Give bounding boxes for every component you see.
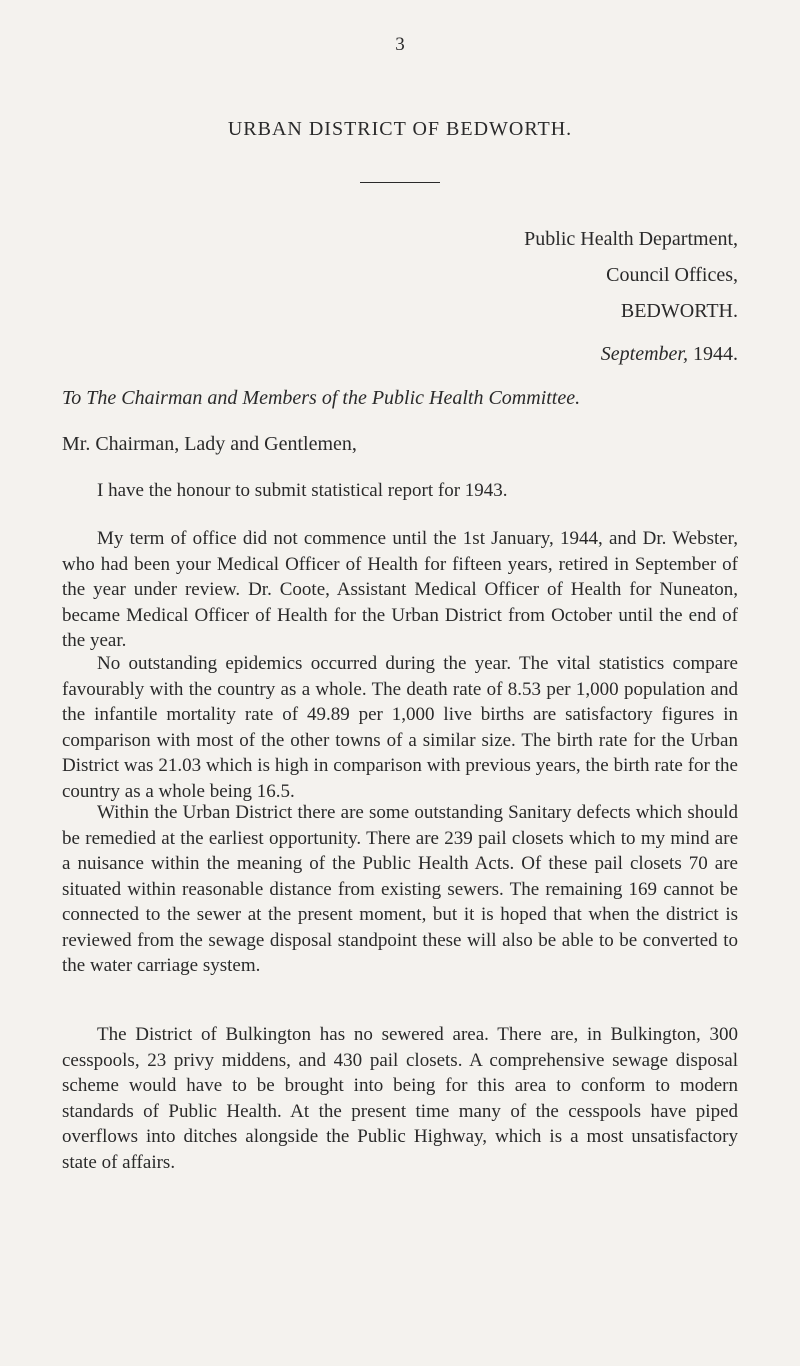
paragraph-report-intro: I have the honour to submit statistical report for 1943. [97, 480, 508, 501]
addressee: To The Chairman and Members of the Public Health Committee. [62, 387, 581, 409]
letter-date [601, 343, 738, 366]
page-number: 3 [395, 34, 405, 55]
paragraph-vital-statistics: No outstanding epidemics occurred during the year. The vital statistics compare favourably with the country as a whole. The death rate of 8.53 per 1,000 population and the infantile mortality rate of 49.89 per 1,000 live births are satisfactory figures in comparison with most of the other towns of a similar size. The birth rate for the Urban District was 21.03 which is high in comparison with previous years, the birth rate for the country as a whole being 16.5. [62, 653, 738, 802]
address-line-town: BEDWORTH. [620, 300, 738, 322]
paragraph-term-of-office: My term of office did not commence until the 1st January, 1944, and Dr. Webster, who had been your Medical Officer of Health for fifteen years, retired in September of the year under review. Dr. Coote, Assistant Medical Officer of Health for Nuneaton, became Medical Officer of Health for the Urban District from October until the end of the year. [62, 528, 738, 651]
address-line-department: Public Health Department, [524, 228, 738, 250]
document-heading: URBAN DISTRICT OF BEDWORTH. [227, 118, 573, 140]
heading-rule [360, 182, 440, 183]
date-month: September, [600, 343, 688, 365]
salutation: Mr. Chairman, Lady and Gentlemen, [62, 433, 357, 455]
paragraph-bulkington: The District of Bulkington has no sewered area. There are, in Bulkington, 300 cesspools, 23 privy middens, and 430 pail closets. A comprehensive sewage disposal scheme would have to be brought into being for this area to conform to modern standards of Public Health. At the present time many of the cesspools have piped overflows into ditches alongside the Public Highway, which is a most unsatisfactory state of affairs. [62, 1024, 738, 1173]
address-line-offices: Council Offices, [606, 264, 738, 286]
paragraph-sanitary-defects: Within the Urban District there are some outstanding Sanitary defects which should be remedied at the earliest opportunity. There are 239 pail closets which to my mind are a nuisance within the meaning of the Public Health Acts. Of these pail closets 70 are situated within reasonable distance from existing sewers. The remaining 169 cannot be connected to the sewer at the present moment, but it is hoped that when the district is reviewed from the sewage disposal standpoint these will also be able to be converted to the water carriage system. [62, 802, 738, 976]
date-year: 1944. [693, 343, 738, 365]
